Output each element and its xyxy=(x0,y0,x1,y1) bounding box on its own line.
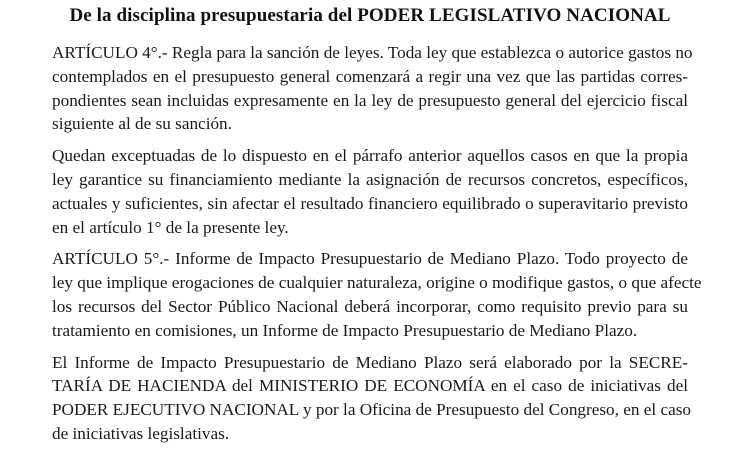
text-line: PODER EJECUTIVO NACIONAL y por la Oficina de Presupuesto del Congreso, en el caso xyxy=(52,400,692,420)
text-line: ARTÍCULO 5°.- Informe de Impacto Presupuestario de Mediano Plazo. Todo proyecto de xyxy=(52,249,688,269)
text-line: pondientes sean incluidas expresamente en la ley de presupuesto general del ejercicio fiscal xyxy=(52,90,688,110)
text-line: siguiente al de su sanción. xyxy=(52,114,232,134)
text-line: Quedan exceptuadas de lo dispuesto en el párrafo anterior aquellos casos en que la propia xyxy=(52,146,688,166)
document-body xyxy=(52,41,702,454)
paragraph-article-5 xyxy=(52,247,702,342)
text-line: los recursos del Sector Público Nacional deberá incorporar, como requisito previo para su xyxy=(52,296,688,316)
paragraph-article-4 xyxy=(52,41,693,136)
text-line: TARÍA DE HACIENDA del MINISTERIO DE ECONOMÍA en el caso de iniciativas del xyxy=(52,376,688,396)
paragraph-article-5-informe xyxy=(52,351,692,446)
text-line: en el artículo 1° de la presente ley. xyxy=(52,217,289,237)
paragraph-article-4-exception xyxy=(52,144,688,239)
text-line: de iniciativas legislativas. xyxy=(52,423,230,443)
text-line: contemplados en el presupuesto general comenzará a regir una vez que las partidas corres- xyxy=(52,66,688,86)
section-heading: De la disciplina presupuestaria del PODER LEGISLATIVO NACIONAL xyxy=(69,5,671,26)
text-line: ARTÍCULO 4°.- Regla para la sanción de leyes. Toda ley que establezca o autorice gastos no xyxy=(52,43,693,62)
text-line: ley que implique erogaciones de cualquier naturaleza, origine o modifique gastos, o que afecte xyxy=(52,273,702,293)
text-line: ley garantice su financiamiento mediante la asignación de recursos concretos, específicos, xyxy=(52,169,688,189)
text-line: tratamiento en comisiones, un Informe de Impacto Presupuestario de Mediano Plazo. xyxy=(52,320,638,340)
text-line: El Informe de Impacto Presupuestario de Mediano Plazo será elaborado por la SECRE- xyxy=(52,352,688,372)
text-line: actuales y suficientes, sin afectar el resultado financiero equilibrado o superavitario previsto xyxy=(52,193,688,213)
